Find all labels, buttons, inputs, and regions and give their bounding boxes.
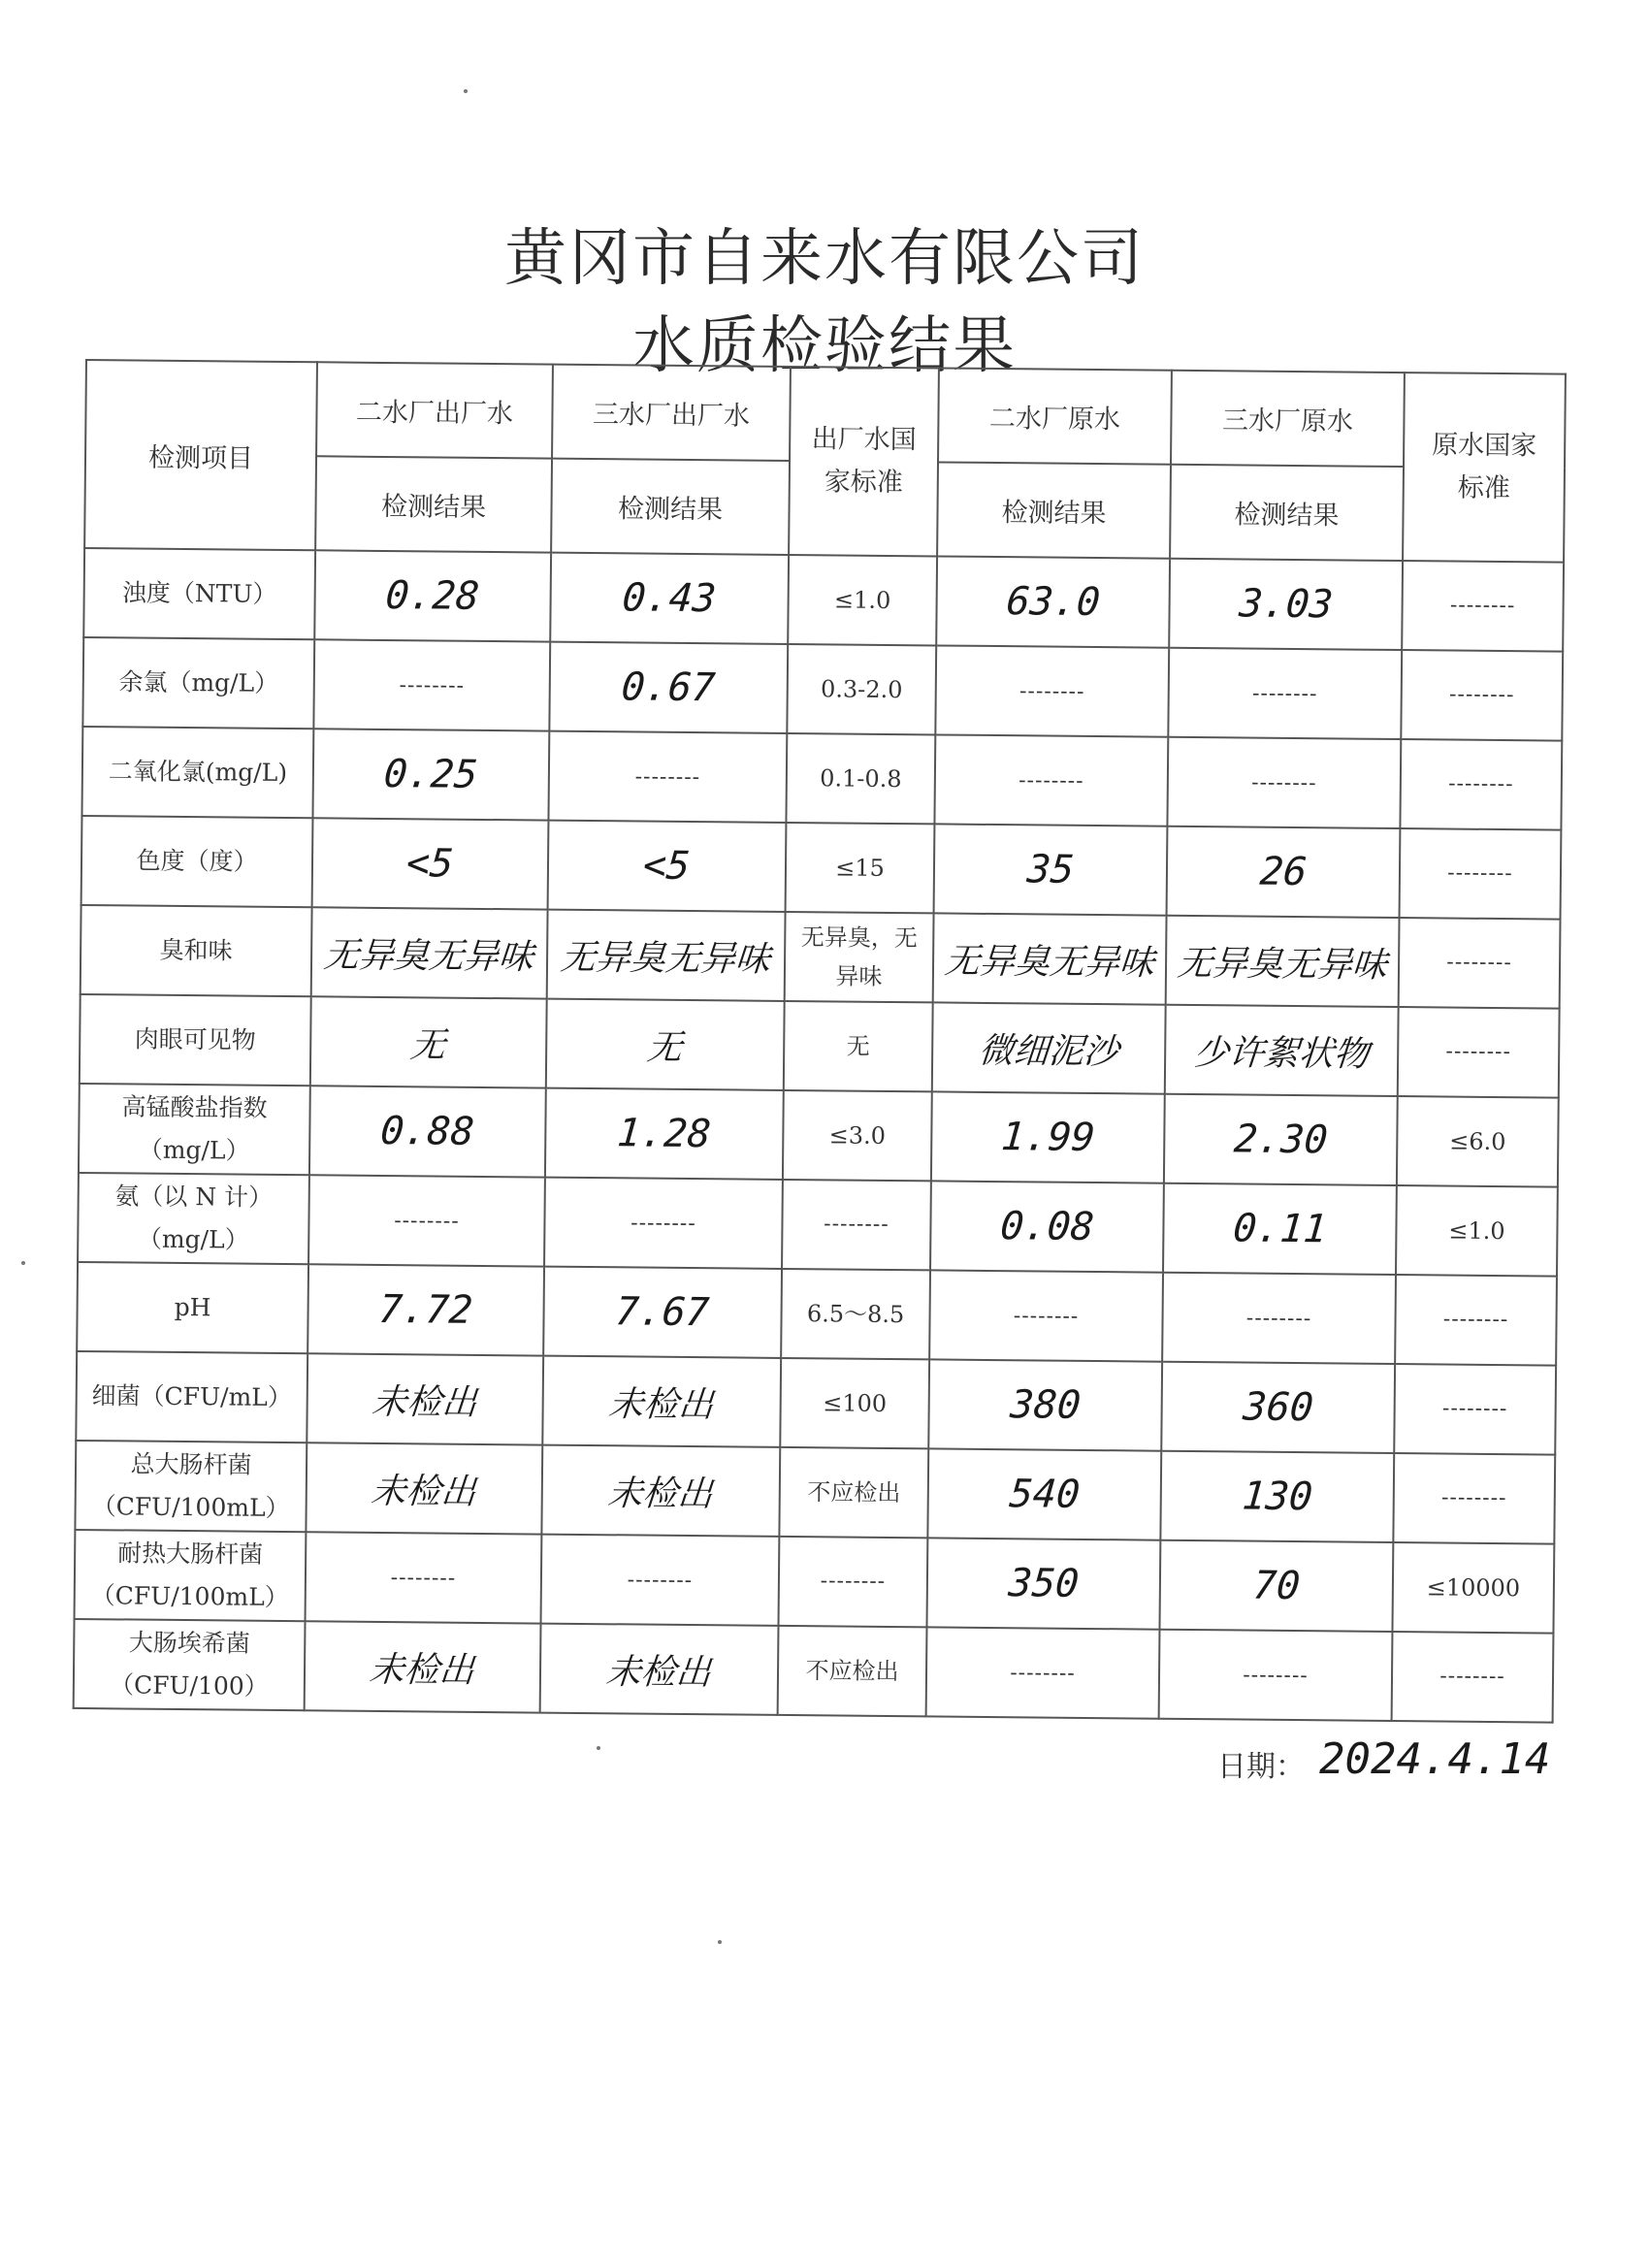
cell-raw-std xyxy=(1402,561,1564,652)
standard-value: ≤1.0 xyxy=(833,586,891,614)
item-label: 高锰酸盐指数（mg/L） xyxy=(121,1092,268,1165)
cell-raw-std xyxy=(1399,918,1561,1009)
row-item xyxy=(76,1351,307,1442)
cell-plant3-raw xyxy=(1160,1451,1394,1542)
item-label: 色度（度） xyxy=(136,846,258,876)
table-row xyxy=(79,1084,1559,1187)
cell-plant3-out xyxy=(550,553,789,644)
handwritten-value: 未检出 xyxy=(606,1473,715,1514)
row-item xyxy=(79,1084,310,1175)
cell-plant3-raw xyxy=(1169,559,1403,650)
handwritten-value: 0.43 xyxy=(621,575,719,622)
table-row xyxy=(82,637,1563,741)
cell-plant2-raw xyxy=(926,1627,1160,1718)
table-row xyxy=(74,1619,1554,1723)
cell-out-std xyxy=(786,733,935,824)
standard-value: ≤3.0 xyxy=(828,1121,887,1150)
header-plant3-out: 三水厂出厂水 xyxy=(552,365,791,461)
row-item xyxy=(75,1441,307,1532)
row-item xyxy=(81,816,313,907)
standard-value: -------- xyxy=(824,1212,889,1237)
item-label: 余氯（mg/L） xyxy=(118,667,279,697)
cell-raw-std xyxy=(1394,1364,1556,1455)
cell-plant3-out xyxy=(541,1445,780,1537)
row-item xyxy=(81,727,313,818)
cell-plant3-raw xyxy=(1163,1183,1397,1275)
cell-out-std xyxy=(787,644,936,734)
handwritten-value: 0.08 xyxy=(998,1204,1096,1250)
handwritten-value: 无异臭无异味 xyxy=(559,937,773,980)
cell-plant2-raw xyxy=(927,1448,1161,1539)
handwritten-value: 无 xyxy=(408,1024,448,1066)
cell-plant2-out xyxy=(307,1264,544,1355)
standard-value: 0.3-2.0 xyxy=(820,675,903,704)
item-label: 肉眼可见物 xyxy=(134,1024,256,1054)
cell-plant2-out xyxy=(306,1442,542,1534)
cell-out-std xyxy=(783,1090,932,1181)
standard-value: -------- xyxy=(1440,1485,1507,1511)
cell-raw-std xyxy=(1392,1632,1554,1723)
scan-speck xyxy=(597,1746,600,1750)
standard-value: 无 xyxy=(846,1032,870,1060)
handwritten-value: 0.88 xyxy=(378,1108,476,1154)
standard-value: ≤6.0 xyxy=(1449,1127,1506,1156)
handwritten-value: 0.28 xyxy=(384,573,482,619)
row-item xyxy=(83,548,315,639)
standard-value: 6.5～8.5 xyxy=(806,1300,905,1329)
header-item: 检测项目 xyxy=(84,360,317,550)
handwritten-value: 未检出 xyxy=(604,1651,713,1693)
table-row xyxy=(83,548,1564,652)
subheader-result: 检测结果 xyxy=(551,459,790,555)
cell-plant2-out xyxy=(310,996,547,1087)
row-item xyxy=(81,905,312,996)
cell-plant2-raw xyxy=(930,1181,1164,1272)
table-row xyxy=(78,1173,1558,1277)
handwritten-value: 无异臭无异味 xyxy=(322,934,536,977)
header-raw-std: 原水国家标准 xyxy=(1403,373,1566,563)
empty-value: -------- xyxy=(1251,770,1317,795)
handwritten-value: 380 xyxy=(1008,1382,1083,1428)
handwritten-value: 540 xyxy=(1007,1472,1082,1517)
cell-raw-std xyxy=(1400,828,1562,920)
scan-speck xyxy=(718,1940,722,1944)
empty-value: -------- xyxy=(1243,1663,1309,1688)
table-row xyxy=(75,1441,1555,1544)
standard-value: -------- xyxy=(1448,682,1515,708)
standard-value: ≤100 xyxy=(823,1389,888,1417)
item-label: 二氧化氯(mg/L) xyxy=(108,757,288,788)
cell-raw-std xyxy=(1395,1275,1557,1366)
handwritten-value: 无 xyxy=(645,1027,685,1068)
handwritten-value: 70 xyxy=(1250,1563,1302,1609)
cell-plant2-out xyxy=(311,907,548,998)
cell-plant2-out xyxy=(313,639,550,730)
cell-plant2-raw xyxy=(926,1538,1160,1629)
scan-speck xyxy=(464,89,468,93)
standard-value: -------- xyxy=(1447,860,1513,887)
cell-plant3-out xyxy=(549,642,788,733)
handwritten-value: 63.0 xyxy=(1004,579,1102,626)
standard-value: 不应检出 xyxy=(805,1657,899,1686)
cell-plant3-out xyxy=(540,1624,779,1715)
cell-plant2-out xyxy=(309,1085,546,1177)
cell-plant2-raw xyxy=(934,824,1168,915)
standard-value: -------- xyxy=(1439,1664,1505,1690)
cell-plant3-out xyxy=(544,1178,783,1269)
cell-plant3-out xyxy=(546,999,785,1090)
handwritten-value: 26 xyxy=(1258,849,1309,895)
row-item xyxy=(78,1173,309,1264)
standard-value: -------- xyxy=(1445,1039,1512,1065)
cell-out-std xyxy=(778,1626,927,1716)
handwritten-value: 未检出 xyxy=(371,1381,479,1423)
standard-value: ≤10000 xyxy=(1426,1573,1521,1603)
handwritten-value: 无异臭无异味 xyxy=(943,941,1156,984)
standard-value: 不应检出 xyxy=(807,1478,901,1507)
table-row xyxy=(77,1262,1557,1366)
handwritten-value: 2.30 xyxy=(1232,1117,1330,1163)
empty-value: -------- xyxy=(1251,681,1318,706)
item-label: 细菌（CFU/mL） xyxy=(91,1381,293,1412)
handwritten-value: 130 xyxy=(1240,1474,1314,1520)
standard-value: -------- xyxy=(1449,593,1516,619)
cell-plant2-out xyxy=(314,550,551,641)
cell-out-std xyxy=(785,912,934,1002)
empty-value: -------- xyxy=(1018,678,1085,704)
standard-value: 无异臭，无异味 xyxy=(800,923,918,990)
cell-plant2-raw xyxy=(928,1359,1162,1450)
handwritten-value: 1.99 xyxy=(999,1115,1097,1161)
cell-plant3-out xyxy=(548,731,787,823)
empty-value: -------- xyxy=(394,1208,460,1234)
row-item xyxy=(77,1262,308,1353)
header-plant3-raw: 三水厂原水 xyxy=(1171,371,1405,467)
cell-out-std xyxy=(782,1180,931,1270)
item-label: 氨（以 N 计）（mg/L） xyxy=(114,1182,274,1254)
empty-value: -------- xyxy=(1013,1303,1080,1329)
empty-value: -------- xyxy=(627,1567,694,1593)
cell-raw-std xyxy=(1397,1096,1559,1187)
cell-plant2-out xyxy=(312,729,549,820)
cell-plant2-raw xyxy=(936,556,1170,647)
cell-out-std xyxy=(778,1537,927,1627)
standard-value: ≤1.0 xyxy=(1448,1216,1505,1246)
item-label: 臭和味 xyxy=(159,935,233,965)
date-value: 2024.4.14 xyxy=(1319,1734,1551,1784)
header-plant2-raw: 二水厂原水 xyxy=(938,368,1172,464)
cell-plant3-out xyxy=(543,1267,782,1358)
handwritten-value: 0.67 xyxy=(620,664,718,711)
standard-value: -------- xyxy=(1441,1396,1508,1422)
table-row xyxy=(80,994,1560,1098)
handwritten-value: 少许絮状物 xyxy=(1192,1032,1371,1075)
cell-raw-std xyxy=(1400,739,1562,830)
cell-plant3-raw xyxy=(1167,826,1401,918)
cell-plant3-raw xyxy=(1161,1362,1395,1453)
handwritten-value: 350 xyxy=(1006,1561,1081,1606)
scan-speck xyxy=(21,1261,25,1265)
standard-value: -------- xyxy=(820,1569,887,1594)
standard-value: 0.1-0.8 xyxy=(820,764,902,794)
cell-plant3-raw xyxy=(1159,1540,1393,1632)
cell-plant3-out xyxy=(545,1088,784,1180)
row-item xyxy=(80,994,311,1085)
cell-plant3-out xyxy=(547,910,786,1001)
handwritten-value: 360 xyxy=(1241,1384,1315,1431)
cell-out-std xyxy=(788,555,937,645)
cell-raw-std xyxy=(1396,1185,1558,1277)
handwritten-value: <5 xyxy=(641,843,693,889)
cell-plant2-out xyxy=(306,1532,542,1623)
handwritten-value: 未检出 xyxy=(607,1383,716,1425)
table-row xyxy=(81,905,1561,1009)
handwritten-value: 未检出 xyxy=(370,1471,478,1512)
cell-raw-std xyxy=(1392,1542,1554,1634)
header-plant2-out: 二水厂出厂水 xyxy=(316,362,553,458)
standard-value: -------- xyxy=(1448,771,1514,797)
row-item xyxy=(75,1530,307,1621)
cell-plant3-out xyxy=(541,1535,780,1626)
table-row xyxy=(81,727,1562,830)
cell-plant2-out xyxy=(305,1621,541,1712)
cell-raw-std xyxy=(1393,1453,1555,1544)
cell-out-std xyxy=(779,1447,928,1538)
header-out-std: 出厂水国家标准 xyxy=(789,367,939,556)
subheader-result: 检测结果 xyxy=(1170,465,1404,561)
cell-plant2-out xyxy=(307,1353,543,1444)
table-row xyxy=(76,1351,1556,1455)
row-item xyxy=(74,1619,306,1710)
empty-value: -------- xyxy=(1245,1306,1312,1331)
cell-plant2-raw xyxy=(929,1270,1163,1361)
cell-plant2-raw xyxy=(931,1091,1165,1183)
handwritten-value: 未检出 xyxy=(368,1649,476,1691)
handwritten-value: 0.25 xyxy=(382,751,480,797)
cell-plant3-raw xyxy=(1168,648,1402,739)
cell-plant2-out xyxy=(312,818,549,909)
cell-plant2-raw xyxy=(933,913,1167,1004)
cell-plant3-raw xyxy=(1162,1273,1396,1364)
cell-plant3-raw xyxy=(1166,916,1400,1007)
handwritten-value: 35 xyxy=(1025,847,1076,892)
cell-out-std xyxy=(781,1269,930,1359)
empty-value: -------- xyxy=(630,1210,696,1236)
report-title: 水质检验结果 xyxy=(632,310,1017,382)
cell-plant2-raw xyxy=(932,1002,1166,1093)
cell-out-std xyxy=(784,1001,933,1091)
item-label: pH xyxy=(174,1292,211,1322)
table-row xyxy=(75,1530,1555,1634)
subheader-result: 检测结果 xyxy=(937,462,1171,558)
handwritten-value: <5 xyxy=(404,841,456,887)
empty-value: -------- xyxy=(399,672,466,698)
handwritten-value: 3.03 xyxy=(1237,581,1335,628)
handwritten-value: 1.28 xyxy=(615,1111,713,1157)
water-quality-table xyxy=(73,359,1567,1724)
cell-plant3-out xyxy=(542,1356,781,1447)
cell-plant2-raw xyxy=(935,645,1169,736)
cell-plant3-raw xyxy=(1167,737,1401,828)
handwritten-value: 7.72 xyxy=(377,1286,475,1333)
handwritten-value: 7.67 xyxy=(614,1289,712,1336)
row-item xyxy=(82,637,314,729)
company-title: 黄冈市自来水有限公司 xyxy=(504,223,1145,295)
empty-value: -------- xyxy=(390,1565,457,1591)
cell-plant2-out xyxy=(308,1175,545,1266)
empty-value: -------- xyxy=(1018,767,1084,794)
cell-plant3-out xyxy=(548,821,787,912)
standard-value: -------- xyxy=(1446,950,1512,976)
cell-plant2-raw xyxy=(934,734,1168,826)
results-table-container xyxy=(73,359,1567,1724)
item-label: 总大肠杆菌（CFU/100mL） xyxy=(91,1449,290,1523)
handwritten-value: 无异臭无异味 xyxy=(1176,943,1389,986)
item-label: 浊度（NTU） xyxy=(121,578,277,608)
table-row xyxy=(81,816,1562,920)
cell-plant3-raw xyxy=(1164,1094,1398,1185)
item-label: 大肠埃希菌（CFU/100） xyxy=(109,1628,269,1701)
subheader-result: 检测结果 xyxy=(315,456,552,552)
cell-plant3-raw xyxy=(1159,1630,1393,1721)
cell-out-std xyxy=(780,1358,929,1448)
cell-raw-std xyxy=(1401,650,1563,741)
empty-value: -------- xyxy=(1010,1660,1076,1686)
standard-value: ≤15 xyxy=(835,854,885,882)
cell-plant3-raw xyxy=(1165,1005,1399,1096)
cell-raw-std xyxy=(1398,1007,1560,1098)
empty-value: -------- xyxy=(634,763,701,790)
cell-out-std xyxy=(786,823,935,913)
item-label: 耐热大肠杆菌（CFU/100mL） xyxy=(90,1539,289,1612)
date-label: 日期： xyxy=(1217,1750,1305,1784)
standard-value: -------- xyxy=(1442,1307,1509,1333)
handwritten-value: 0.11 xyxy=(1231,1206,1329,1252)
handwritten-value: 微细泥沙 xyxy=(977,1030,1120,1072)
